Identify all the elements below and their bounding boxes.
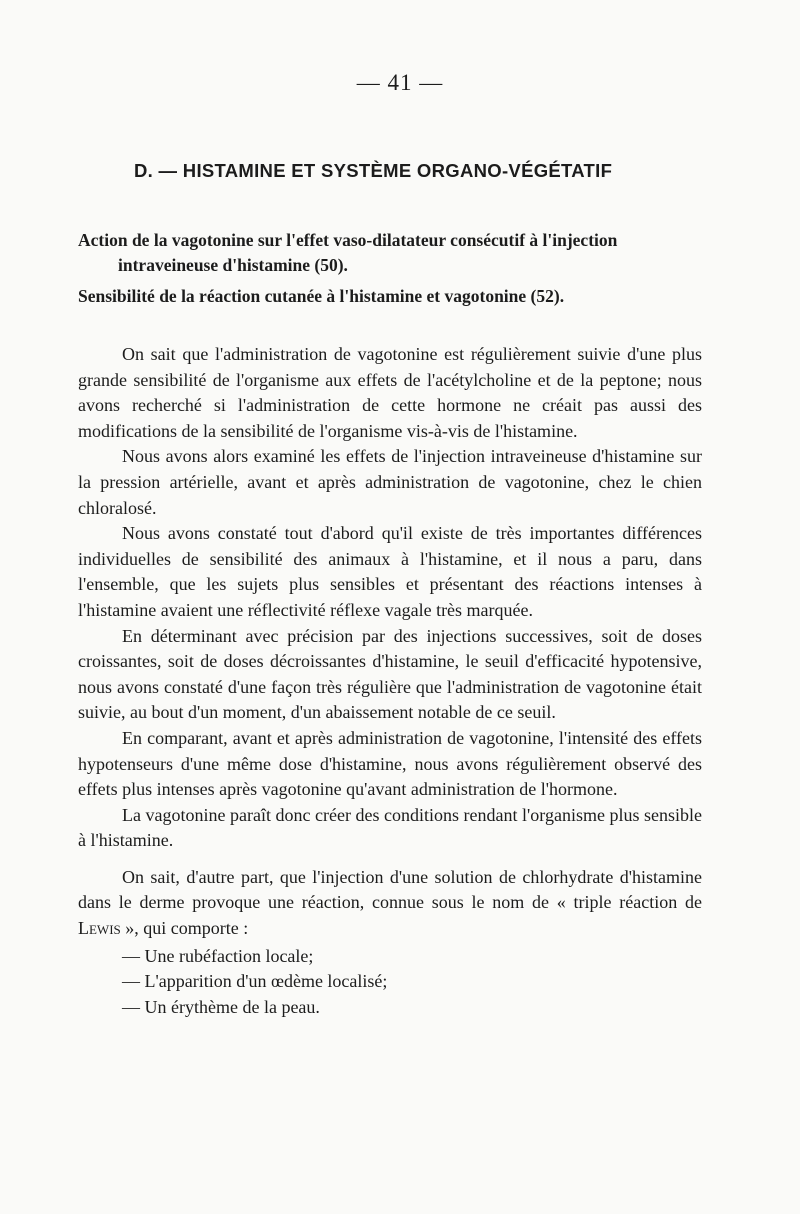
paragraph: En déterminant avec précision par des injections successives, soit de doses croissantes, soit de doses décroissantes d'histamine, le seuil d'efficacité hypotensive, nous avons constaté d'une façon très régulière que l'administration de vagotonine était suivie, au bout d'un moment, d'un abaissement notable de ce seuil. xyxy=(78,625,702,723)
reference-list xyxy=(78,228,704,315)
list-item: — Une rubéfaction locale; xyxy=(122,945,314,966)
lewis-paragraph-before: On sait, d'autre part, que l'injection d'une solution de chlorhydrate d'histamine dans le derme provoque une réaction, connue sous le nom de « triple réaction de xyxy=(78,866,702,913)
lewis-paragraph xyxy=(78,865,702,942)
paragraph: On sait que l'administration de vagotonine est régulièrement suivie d'une plus grande sensibilité de l'organisme aux effets de l'acétylcholine et de la peptone; nous avons recherché si l'administration de cette hormone ne créait pas aussi des modifications de la sensibilité de l'organisme vis-à-vis de l'histamine. xyxy=(78,344,702,441)
reference-item: Sensibilité de la réaction cutanée à l'histamine et vagotonine (52). xyxy=(78,286,565,306)
author-name: Lewis xyxy=(78,918,121,939)
paragraph: Nous avons alors examiné les effets de l'injection intraveineuse d'histamine sur la pression artérielle, avant et après administration de vagotonine, chez le chien chloralosé. xyxy=(78,446,702,518)
body-text xyxy=(78,342,702,1020)
reaction-list xyxy=(78,944,702,1021)
reference-item: Action de la vagotonine sur l'effet vaso-dilatateur consécutif à l'injection intraveineuse d'histamine (50). xyxy=(78,230,618,275)
paragraph: En comparant, avant et après administration de vagotonine, l'intensité des effets hypotenseurs d'une même dose d'histamine, nous avons régulièrement observé des effets plus intenses après vagotonine qu'avant administration de l'hormone. xyxy=(78,727,702,800)
page-number: — 41 — xyxy=(356,70,444,95)
paragraph: La vagotonine paraît donc créer des conditions rendant l'organisme plus sensible à l'histamine. xyxy=(78,804,702,851)
list-item: — L'apparition d'un œdème localisé; xyxy=(122,971,388,992)
paragraph: Nous avons constaté tout d'abord qu'il existe de très importantes différences individuelles de sensibilité des animaux à l'histamine, et il nous a paru, dans l'ensemble, que les sujets plus sensibles et présentant des réactions intenses à l'histamine avaient une réflectivité réflexe vagale très marquée. xyxy=(78,523,702,620)
section-heading: D. — HISTAMINE ET SYSTÈME ORGANO-VÉGÉTATIF xyxy=(134,160,613,181)
lewis-paragraph-after: », qui comporte : xyxy=(120,918,249,939)
list-item: — Un érythème de la peau. xyxy=(122,996,320,1017)
